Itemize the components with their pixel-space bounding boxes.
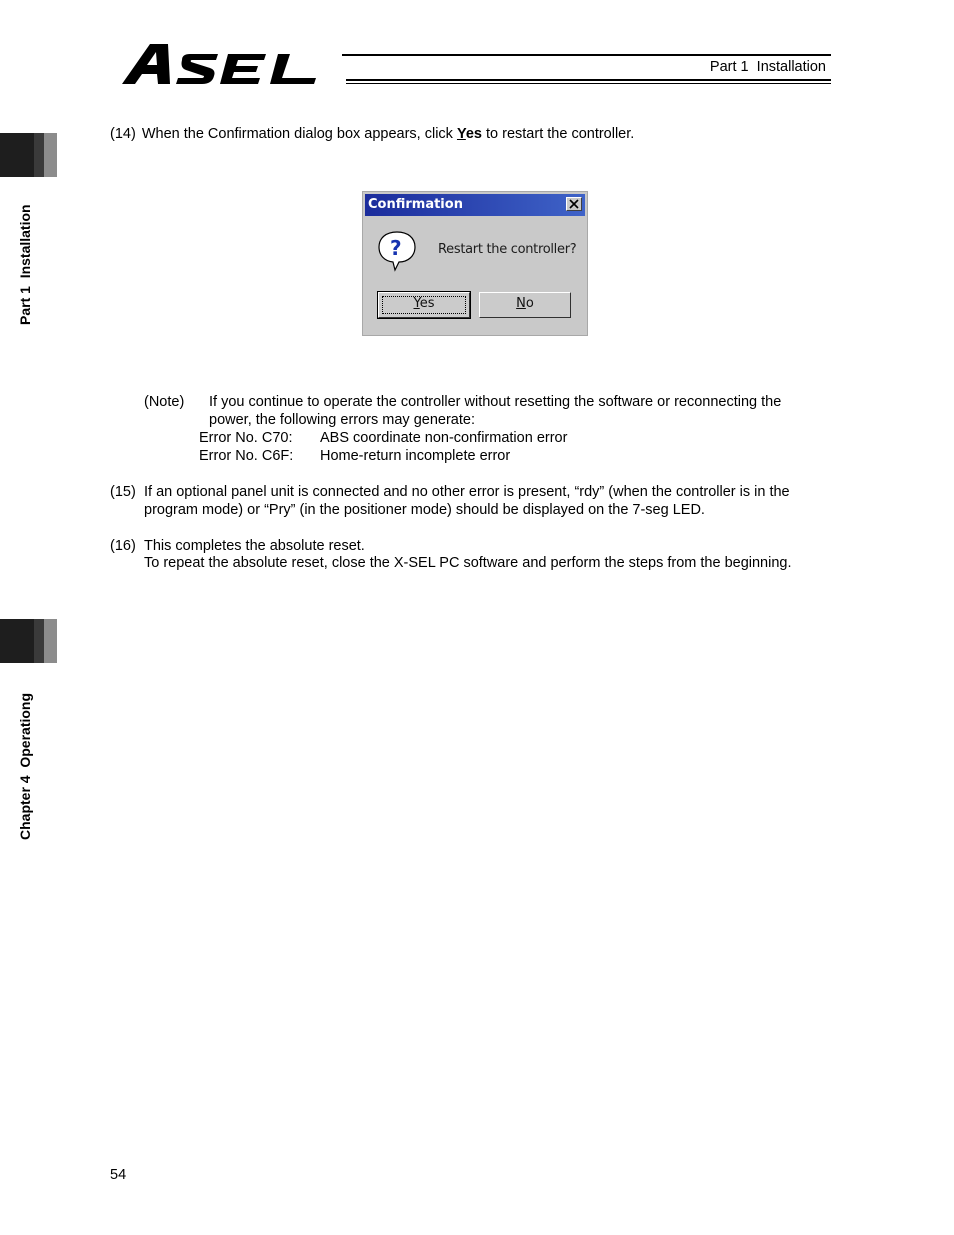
dialog-message: Restart the controller? [438,242,577,257]
header-section-label: Part 1 Installation [709,59,826,75]
step-14-text [142,126,634,142]
page-number: 54 [110,1167,127,1183]
step-15-line-1: If an optional panel unit is connected and no other error is present, “rdy” (when the controller is in the [144,484,790,500]
yes-rest: es [419,296,435,311]
yes-button[interactable] [378,292,470,318]
side-tab-part-stripe-gray [44,133,57,177]
note-line-1: If you continue to operate the controller without resetting the software or reconnecting the [209,394,782,410]
side-tab-part-stripe [34,133,44,177]
step-15-line-2: program mode) or “Pry” (in the positioner mode) should be displayed on the 7-seg LED. [144,502,705,518]
step-14-yes-key: Y [456,126,466,142]
focus-rect [382,296,466,314]
side-tab-chapter-stripe [34,619,44,663]
question-icon [375,228,419,272]
dialog-close-button[interactable] [566,197,582,211]
asel-logo [120,38,342,88]
note-line-2: power, the following errors may generate: [209,412,475,428]
step-14-post: to restart the controller. [481,126,635,142]
no-rest: o [525,296,534,311]
side-tab-part-block [0,133,34,177]
side-tab-part-label: Part 1 Installation [17,204,33,325]
dialog-title-bar [365,194,585,216]
step-14-number: (14) [110,126,136,142]
error-code: Error No. C70: [199,430,293,446]
yes-key: Y [413,296,420,311]
close-icon [567,198,581,210]
step-15-number: (15) [110,484,136,500]
svg-text:?: ? [390,236,402,260]
dialog-title: Confirmation [368,197,463,212]
header-rule-bottom-thin [346,83,831,84]
side-tab-chapter-label: Chapter 4 Operationg [17,692,33,840]
step-16-line-2: To repeat the absolute reset, close the X-SEL PC software and perform the steps from the beginning. [144,555,792,571]
step-14-pre: When the Confirmation dialog box appears, click [141,126,457,142]
step-14 [110,125,634,143]
side-tab-chapter-stripe-gray [44,619,57,663]
step-14-yes-rest: es [465,126,482,142]
header-rule-bottom [346,79,831,81]
no-button[interactable] [479,292,571,318]
header-rule-top [342,54,831,56]
no-key: N [516,296,526,311]
error-desc: ABS coordinate non-confirmation error [320,430,568,446]
error-desc: Home-return incomplete error [320,448,511,464]
step-16-number: (16) [110,538,136,554]
confirmation-dialog [362,191,588,336]
step-14-yes-ref [457,126,482,142]
error-code: Error No. C6F: [199,448,294,464]
step-16-line-1: This completes the absolute reset. [144,538,365,554]
side-tab-chapter-block [0,619,34,663]
note-label: (Note) [144,394,185,410]
